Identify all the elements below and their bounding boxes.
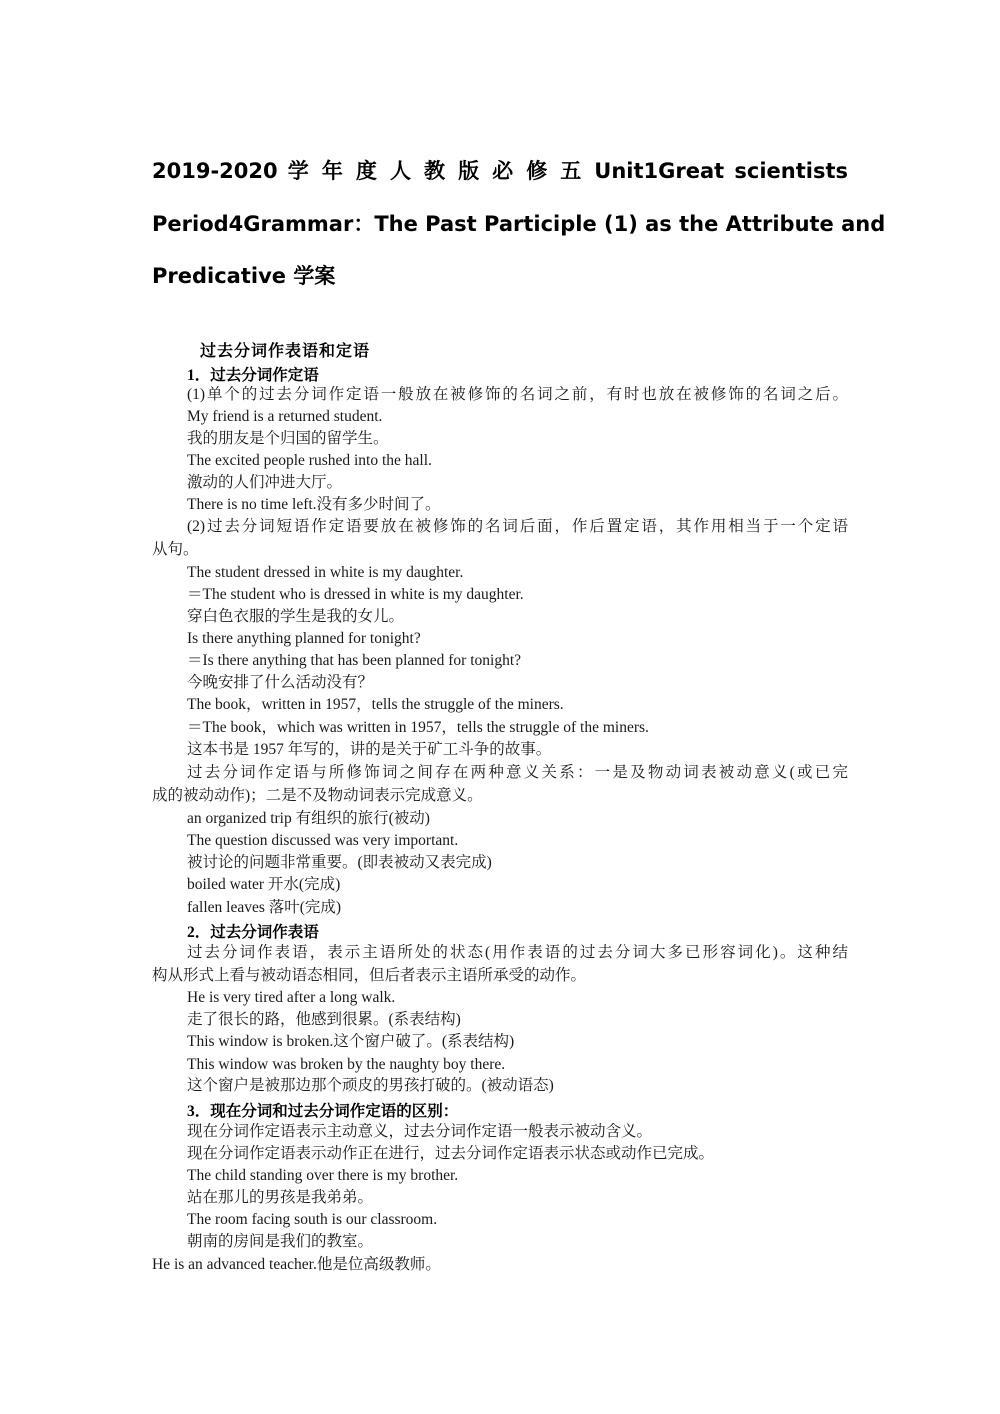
example-line: 激动的人们冲进大厅。 xyxy=(187,474,343,491)
final-example-line: He is an advanced teacher.他是位高级教师。 xyxy=(152,1256,441,1273)
example-line: The child standing over there is my brother. xyxy=(187,1167,459,1184)
example-line: The question discussed was very important. xyxy=(187,832,459,849)
part2-rule-line2: 构从形式上看与被动语态相同，但后者表示主语所承受的动作。 xyxy=(152,967,587,984)
example-line: 这本书是 1957 年写的，讲的是关于矿工斗争的故事。 xyxy=(187,741,552,758)
document-title-line-2: Period4Grammar：The Past Participle (1) as the Attribute and xyxy=(152,212,886,236)
example-line: 这个窗户是被那边那个顽皮的男孩打破的。(被动语态) xyxy=(187,1077,554,1094)
example-line: The excited people rushed into the hall. xyxy=(187,452,432,469)
example-line: The student dressed in white is my daughter. xyxy=(187,564,464,581)
example-line: 我的朋友是个归国的留学生。 xyxy=(187,430,389,447)
example-line: This window was broken by the naughty boy there. xyxy=(187,1056,506,1073)
section-heading: 过去分词作表语和定语 xyxy=(200,341,371,360)
part3-heading: 3．现在分词和过去分词作定语的区别： xyxy=(187,1103,459,1120)
part2-rule-line1: 过去分词作表语，表示主语所处的状态(用作表语的过去分词大多已形容词化)。这种结 xyxy=(187,944,848,961)
example-line: boiled water 开水(完成) xyxy=(187,876,341,893)
example-line: 走了很长的路，他感到很累。(系表结构) xyxy=(187,1011,461,1028)
example-line: ＝Is there anything that has been planned for tonight? xyxy=(187,652,522,669)
part1-rule2-line1: (2)过去分词短语作定语要放在被修饰的名词后面，作后置定语，其作用相当于一个定语 xyxy=(187,518,848,535)
example-line: He is very tired after a long walk. xyxy=(187,989,396,1006)
example-line: The book，written in 1957，tells the struggle of the miners. xyxy=(187,696,564,713)
part2-heading: 2．过去分词作表语 xyxy=(187,924,319,941)
example-line: The room facing south is our classroom. xyxy=(187,1211,438,1228)
example-line: 穿白色衣服的学生是我的女儿。 xyxy=(187,608,405,625)
example-line: an organized trip 有组织的旅行(被动) xyxy=(187,810,430,827)
example-line: 今晚安排了什么活动没有？ xyxy=(187,674,374,691)
example-line: There is no time left.没有多少时间了。 xyxy=(187,496,441,513)
document-title-line-1: 2019-2020 学 年 度 人 教 版 必 修 五 Unit1Great scientists xyxy=(152,159,848,183)
part1-rule3-line2: 成的被动动作)；二是不及物动词表示完成意义。 xyxy=(152,787,483,804)
part3-line: 现在分词作定语表示主动意义，过去分词作定语一般表示被动含义。 xyxy=(187,1123,653,1140)
example-line: This window is broken.这个窗户破了。(系表结构) xyxy=(187,1033,515,1050)
part1-rule3-line1: 过去分词作定语与所修饰词之间存在两种意义关系：一是及物动词表被动意义(或已完 xyxy=(187,764,848,781)
example-line: ＝The student who is dressed in white is my daughter. xyxy=(187,586,524,603)
part1-rule1: (1)单个的过去分词作定语一般放在被修饰的名词之前，有时也放在被修饰的名词之后。 xyxy=(187,386,848,403)
example-line: Is there anything planned for tonight? xyxy=(187,630,421,647)
part1-heading: 1．过去分词作定语 xyxy=(187,367,319,384)
example-line: 站在那儿的男孩是我弟弟。 xyxy=(187,1189,374,1206)
example-line: My friend is a returned student. xyxy=(187,408,383,425)
example-line: 被讨论的问题非常重要。(即表被动又表完成) xyxy=(187,854,492,871)
example-line: fallen leaves 落叶(完成) xyxy=(187,899,342,916)
example-line: 朝南的房间是我们的教室。 xyxy=(187,1233,374,1250)
example-line: ＝The book，which was written in 1957，tells the struggle of the miners. xyxy=(187,719,649,736)
part1-rule2-line2: 从句。 xyxy=(152,541,199,558)
part3-line: 现在分词作定语表示动作正在进行，过去分词作定语表示状态或动作已完成。 xyxy=(187,1145,715,1162)
document-title-line-3: Predicative 学案 xyxy=(152,264,336,288)
